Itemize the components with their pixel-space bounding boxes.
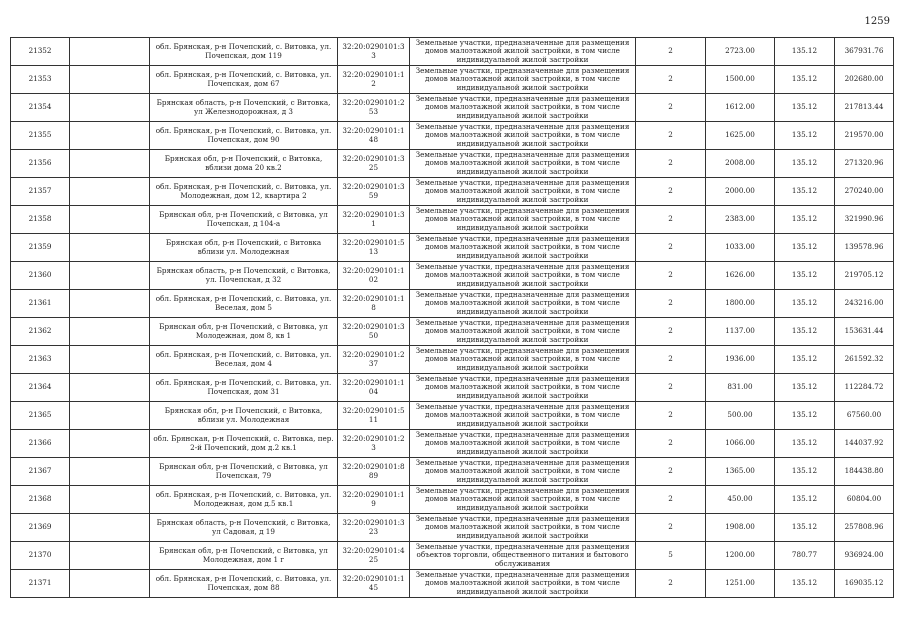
use-group-cell: 2: [636, 206, 706, 234]
use-group-cell: 2: [636, 570, 706, 598]
address-cell: обл. Брянская, р-н Почепский, с. Витовка, ул. Молодежная, дом д.5 кв.1: [150, 486, 338, 514]
land-use-description-cell: Земельные участки, предназначенные для размещения домов малоэтажной жилой застройки, в том числе индивидуальной жилой застройки: [410, 514, 636, 542]
cadastral-value-cell: 184438.80: [835, 458, 894, 486]
row-number-cell: 21363: [11, 346, 70, 374]
cadastral-number-cell: 32:20:0290101:237: [338, 346, 410, 374]
specific-value-cell: 135.12: [775, 374, 835, 402]
row-number-cell: 21364: [11, 374, 70, 402]
blank-cell: [70, 94, 150, 122]
table-row: [11, 402, 894, 430]
cadastral-value-cell: 153631.44: [835, 318, 894, 346]
specific-value-cell: 135.12: [775, 430, 835, 458]
cadastral-value-cell: 219570.00: [835, 122, 894, 150]
table-row: [11, 430, 894, 458]
blank-cell: [70, 66, 150, 94]
cadastral-number-cell: 32:20:0290101:425: [338, 542, 410, 570]
blank-cell: [70, 262, 150, 290]
address-cell: Брянская обл, р-н Почепский, с Витовка, ул Почепская, 79: [150, 458, 338, 486]
blank-cell: [70, 206, 150, 234]
address-cell: Брянская область, р-н Почепский, с Витовка, ул. Почепская, д 32: [150, 262, 338, 290]
cadastral-value-cell: 144037.92: [835, 430, 894, 458]
cadastral-value-cell: 202680.00: [835, 66, 894, 94]
cadastral-number-cell: 32:20:0290101:145: [338, 570, 410, 598]
cadastral-number-cell: 32:20:0290101:19: [338, 486, 410, 514]
table-row: [11, 290, 894, 318]
cadastral-number-cell: 32:20:0290101:359: [338, 178, 410, 206]
table-row: [11, 178, 894, 206]
specific-value-cell: 135.12: [775, 150, 835, 178]
use-group-cell: 2: [636, 458, 706, 486]
row-number-cell: 21356: [11, 150, 70, 178]
row-number-cell: 21352: [11, 38, 70, 66]
row-number-cell: 21367: [11, 458, 70, 486]
cadastral-value-cell: 270240.00: [835, 178, 894, 206]
specific-value-cell: 135.12: [775, 206, 835, 234]
cadastral-value-cell: 67560.00: [835, 402, 894, 430]
land-use-description-cell: Земельные участки, предназначенные для размещения домов малоэтажной жилой застройки, в том числе индивидуальной жилой застройки: [410, 374, 636, 402]
cadastral-number-cell: 32:20:0290101:12: [338, 66, 410, 94]
use-group-cell: 5: [636, 542, 706, 570]
row-number-cell: 21355: [11, 122, 70, 150]
cadastral-number-cell: 32:20:0290101:18: [338, 290, 410, 318]
cadastral-value-cell: 271320.96: [835, 150, 894, 178]
address-cell: Брянская обл, р-н Почепский, с Витовка, ул Почепская, д 104-а: [150, 206, 338, 234]
specific-value-cell: 135.12: [775, 458, 835, 486]
cadastral-value-cell: 112284.72: [835, 374, 894, 402]
address-cell: Брянская область, р-н Почепский, с Витовка, ул Садовая, д 19: [150, 514, 338, 542]
address-cell: обл. Брянская, р-н Почепский, с. Витовка, ул. Молодежная, дом 12, квартира 2: [150, 178, 338, 206]
use-group-cell: 2: [636, 374, 706, 402]
page-number: 1259: [864, 16, 890, 27]
area-cell: 1066.00: [706, 430, 775, 458]
cadastral-value-cell: 139578.96: [835, 234, 894, 262]
cadastral-number-cell: 32:20:0290101:350: [338, 318, 410, 346]
land-use-description-cell: Земельные участки, предназначенные для размещения домов малоэтажной жилой застройки, в том числе индивидуальной жилой застройки: [410, 206, 636, 234]
area-cell: 2008.00: [706, 150, 775, 178]
specific-value-cell: 780.77: [775, 542, 835, 570]
row-number-cell: 21366: [11, 430, 70, 458]
registry-rows: [11, 38, 894, 598]
blank-cell: [70, 234, 150, 262]
land-use-description-cell: Земельные участки, предназначенные для размещения домов малоэтажной жилой застройки, в том числе индивидуальной жилой застройки: [410, 458, 636, 486]
blank-cell: [70, 374, 150, 402]
specific-value-cell: 135.12: [775, 262, 835, 290]
table-row: [11, 150, 894, 178]
use-group-cell: 2: [636, 346, 706, 374]
address-cell: обл. Брянская, р-н Почепский, с. Витовка, ул. Почепская, дом 67: [150, 66, 338, 94]
land-registry-table: [10, 37, 894, 598]
cadastral-value-cell: 217813.44: [835, 94, 894, 122]
blank-cell: [70, 346, 150, 374]
specific-value-cell: 135.12: [775, 402, 835, 430]
land-use-description-cell: Земельные участки, предназначенные для размещения домов малоэтажной жилой застройки, в том числе индивидуальной жилой застройки: [410, 318, 636, 346]
cadastral-number-cell: 32:20:0290101:889: [338, 458, 410, 486]
use-group-cell: 2: [636, 178, 706, 206]
land-use-description-cell: Земельные участки, предназначенные для размещения домов малоэтажной жилой застройки, в том числе индивидуальной жилой застройки: [410, 570, 636, 598]
land-use-description-cell: Земельные участки, предназначенные для размещения домов малоэтажной жилой застройки, в том числе индивидуальной жилой застройки: [410, 262, 636, 290]
blank-cell: [70, 122, 150, 150]
use-group-cell: 2: [636, 430, 706, 458]
blank-cell: [70, 430, 150, 458]
blank-cell: [70, 514, 150, 542]
use-group-cell: 2: [636, 486, 706, 514]
table-row: [11, 514, 894, 542]
table-row: [11, 458, 894, 486]
land-use-description-cell: Земельные участки, предназначенные для размещения домов малоэтажной жилой застройки, в том числе индивидуальной жилой застройки: [410, 346, 636, 374]
use-group-cell: 2: [636, 66, 706, 94]
specific-value-cell: 135.12: [775, 38, 835, 66]
area-cell: 831.00: [706, 374, 775, 402]
land-use-description-cell: Земельные участки, предназначенные для размещения домов малоэтажной жилой застройки, в том числе индивидуальной жилой застройки: [410, 486, 636, 514]
cadastral-number-cell: 32:20:0290101:104: [338, 374, 410, 402]
cadastral-number-cell: 32:20:0290101:148: [338, 122, 410, 150]
address-cell: обл. Брянская, р-н Почепский, с. Витовка, ул. Почепская, дом 31: [150, 374, 338, 402]
cadastral-value-cell: 321990.96: [835, 206, 894, 234]
table-row: [11, 234, 894, 262]
blank-cell: [70, 486, 150, 514]
address-cell: обл. Брянская, р-н Почепский, с. Витовка, ул. Почепская, дом 119: [150, 38, 338, 66]
row-number-cell: 21370: [11, 542, 70, 570]
row-number-cell: 21354: [11, 94, 70, 122]
address-cell: Брянская область, р-н Почепский, с Витовка, ул Железнодорожная, д 3: [150, 94, 338, 122]
cadastral-number-cell: 32:20:0290101:31: [338, 206, 410, 234]
area-cell: 1365.00: [706, 458, 775, 486]
cadastral-value-cell: 219705.12: [835, 262, 894, 290]
land-use-description-cell: Земельные участки, предназначенные для размещения домов малоэтажной жилой застройки, в том числе индивидуальной жилой застройки: [410, 290, 636, 318]
area-cell: 450.00: [706, 486, 775, 514]
cadastral-number-cell: 32:20:0290101:253: [338, 94, 410, 122]
address-cell: обл. Брянская, р-н Почепский, с. Витовка, ул. Веселая, дом 5: [150, 290, 338, 318]
table-row: [11, 262, 894, 290]
use-group-cell: 2: [636, 94, 706, 122]
table-row: [11, 346, 894, 374]
address-cell: Брянская обл, р-н Почепский, с Витовка, ул Молодежная, дом 1 г: [150, 542, 338, 570]
cadastral-number-cell: 32:20:0290101:513: [338, 234, 410, 262]
area-cell: 1033.00: [706, 234, 775, 262]
row-number-cell: 21369: [11, 514, 70, 542]
row-number-cell: 21361: [11, 290, 70, 318]
specific-value-cell: 135.12: [775, 94, 835, 122]
address-cell: Брянская обл, р-н Почепский, с Витовка, вблизи дома 20 кв.2: [150, 150, 338, 178]
cadastral-value-cell: 60804.00: [835, 486, 894, 514]
table-row: [11, 122, 894, 150]
area-cell: 1626.00: [706, 262, 775, 290]
address-cell: Брянская обл, р-н Почепский, с Витовка вблизи ул. Молодежная: [150, 234, 338, 262]
land-use-description-cell: Земельные участки, предназначенные для размещения домов малоэтажной жилой застройки, в том числе индивидуальной жилой застройки: [410, 234, 636, 262]
cadastral-value-cell: 257808.96: [835, 514, 894, 542]
row-number-cell: 21358: [11, 206, 70, 234]
row-number-cell: 21368: [11, 486, 70, 514]
area-cell: 2000.00: [706, 178, 775, 206]
specific-value-cell: 135.12: [775, 318, 835, 346]
blank-cell: [70, 38, 150, 66]
blank-cell: [70, 290, 150, 318]
cadastral-number-cell: 32:20:0290101:23: [338, 430, 410, 458]
row-number-cell: 21362: [11, 318, 70, 346]
land-use-description-cell: Земельные участки, предназначенные для размещения домов малоэтажной жилой застройки, в том числе индивидуальной жилой застройки: [410, 122, 636, 150]
area-cell: 2723.00: [706, 38, 775, 66]
table-row: [11, 66, 894, 94]
cadastral-number-cell: 32:20:0290101:33: [338, 38, 410, 66]
cadastral-value-cell: 936924.00: [835, 542, 894, 570]
cadastral-value-cell: 261592.32: [835, 346, 894, 374]
blank-cell: [70, 458, 150, 486]
cadastral-value-cell: 243216.00: [835, 290, 894, 318]
table-row: [11, 570, 894, 598]
use-group-cell: 2: [636, 234, 706, 262]
area-cell: 500.00: [706, 402, 775, 430]
specific-value-cell: 135.12: [775, 122, 835, 150]
area-cell: 1800.00: [706, 290, 775, 318]
area-cell: 1251.00: [706, 570, 775, 598]
table-row: [11, 374, 894, 402]
cadastral-number-cell: 32:20:0290101:511: [338, 402, 410, 430]
area-cell: 1137.00: [706, 318, 775, 346]
table-row: [11, 94, 894, 122]
blank-cell: [70, 178, 150, 206]
area-cell: 1625.00: [706, 122, 775, 150]
specific-value-cell: 135.12: [775, 178, 835, 206]
address-cell: Брянская обл, р-н Почепский, с Витовка, ул Молодежная, дом 8, кв 1: [150, 318, 338, 346]
use-group-cell: 2: [636, 318, 706, 346]
area-cell: 1908.00: [706, 514, 775, 542]
table-row: [11, 206, 894, 234]
use-group-cell: 2: [636, 290, 706, 318]
land-use-description-cell: Земельные участки, предназначенные для размещения домов малоэтажной жилой застройки, в том числе индивидуальной жилой застройки: [410, 430, 636, 458]
specific-value-cell: 135.12: [775, 346, 835, 374]
blank-cell: [70, 150, 150, 178]
use-group-cell: 2: [636, 402, 706, 430]
address-cell: обл. Брянская, р-н Почепский, с. Витовка, ул. Почепская, дом 88: [150, 570, 338, 598]
cadastral-value-cell: 367931.76: [835, 38, 894, 66]
specific-value-cell: 135.12: [775, 514, 835, 542]
area-cell: 2383.00: [706, 206, 775, 234]
row-number-cell: 21353: [11, 66, 70, 94]
area-cell: 1612.00: [706, 94, 775, 122]
specific-value-cell: 135.12: [775, 234, 835, 262]
address-cell: обл. Брянская, р-н Почепский, с. Витовка, пер. 2-й Почепский, дом д.2 кв.1: [150, 430, 338, 458]
blank-cell: [70, 402, 150, 430]
cadastral-value-cell: 169035.12: [835, 570, 894, 598]
specific-value-cell: 135.12: [775, 66, 835, 94]
area-cell: 1936.00: [706, 346, 775, 374]
land-use-description-cell: Земельные участки, предназначенные для размещения домов малоэтажной жилой застройки, в том числе индивидуальной жилой застройки: [410, 66, 636, 94]
table-row: [11, 542, 894, 570]
address-cell: Брянская обл, р-н Почепский, с Витовка, вблизи ул. Молодежная: [150, 402, 338, 430]
land-use-description-cell: Земельные участки, предназначенные для размещения домов малоэтажной жилой застройки, в том числе индивидуальной жилой застройки: [410, 38, 636, 66]
blank-cell: [70, 542, 150, 570]
use-group-cell: 2: [636, 38, 706, 66]
use-group-cell: 2: [636, 150, 706, 178]
land-use-description-cell: Земельные участки, предназначенные для размещения объектов торговли, общественного питания и бытового обслуживания: [410, 542, 636, 570]
row-number-cell: 21360: [11, 262, 70, 290]
area-cell: 1200.00: [706, 542, 775, 570]
row-number-cell: 21359: [11, 234, 70, 262]
area-cell: 1500.00: [706, 66, 775, 94]
address-cell: обл. Брянская, р-н Почепский, с. Витовка, ул. Веселая, дом 4: [150, 346, 338, 374]
specific-value-cell: 135.12: [775, 290, 835, 318]
table-row: [11, 318, 894, 346]
blank-cell: [70, 570, 150, 598]
address-cell: обл. Брянская, р-н Почепский, с. Витовка, ул. Почепская, дом 90: [150, 122, 338, 150]
row-number-cell: 21371: [11, 570, 70, 598]
specific-value-cell: 135.12: [775, 570, 835, 598]
land-use-description-cell: Земельные участки, предназначенные для размещения домов малоэтажной жилой застройки, в том числе индивидуальной жилой застройки: [410, 94, 636, 122]
table-row: [11, 486, 894, 514]
row-number-cell: 21365: [11, 402, 70, 430]
land-use-description-cell: Земельные участки, предназначенные для размещения домов малоэтажной жилой застройки, в том числе индивидуальной жилой застройки: [410, 150, 636, 178]
blank-cell: [70, 318, 150, 346]
row-number-cell: 21357: [11, 178, 70, 206]
land-use-description-cell: Земельные участки, предназначенные для размещения домов малоэтажной жилой застройки, в том числе индивидуальной жилой застройки: [410, 178, 636, 206]
use-group-cell: 2: [636, 122, 706, 150]
cadastral-number-cell: 32:20:0290101:325: [338, 150, 410, 178]
use-group-cell: 2: [636, 262, 706, 290]
land-use-description-cell: Земельные участки, предназначенные для размещения домов малоэтажной жилой застройки, в том числе индивидуальной жилой застройки: [410, 402, 636, 430]
cadastral-number-cell: 32:20:0290101:102: [338, 262, 410, 290]
specific-value-cell: 135.12: [775, 486, 835, 514]
cadastral-number-cell: 32:20:0290101:323: [338, 514, 410, 542]
table-row: [11, 38, 894, 66]
use-group-cell: 2: [636, 514, 706, 542]
